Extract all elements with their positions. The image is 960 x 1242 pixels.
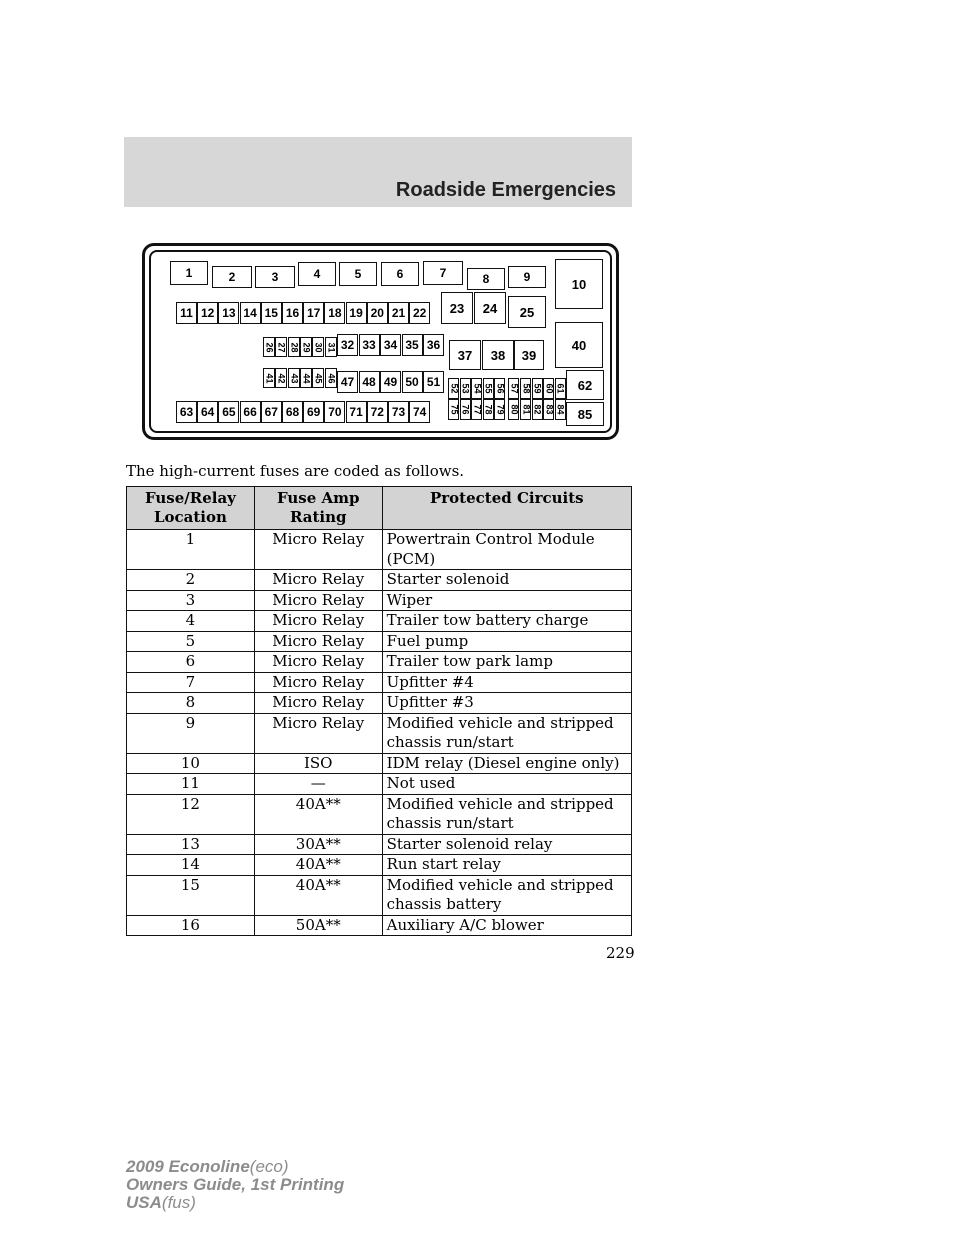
table-row	[127, 794, 632, 834]
header-circuits: Protected Circuits	[382, 487, 631, 530]
fuse-57: 57	[508, 378, 519, 399]
fuse-11: 11	[176, 302, 197, 324]
cell-circuit: Starter solenoid relay	[382, 834, 631, 855]
table-header-row	[127, 487, 632, 530]
fuse-39: 39	[514, 340, 544, 370]
table-row	[127, 774, 632, 795]
cell-location: 6	[127, 652, 255, 673]
fuse-62: 62	[566, 370, 604, 400]
cell-rating: Micro Relay	[254, 530, 382, 570]
fuse-71: 71	[346, 401, 367, 423]
fuse-77: 77	[471, 399, 482, 420]
fuse-9: 9	[508, 266, 546, 288]
cell-circuit: Not used	[382, 774, 631, 795]
table-row	[127, 672, 632, 693]
fuse-7: 7	[423, 261, 463, 285]
fuse-59: 59	[532, 378, 543, 399]
fuse-23: 23	[441, 292, 473, 324]
fuse-53: 53	[460, 378, 471, 399]
fuse-38: 38	[482, 340, 514, 370]
fuse-75: 75	[448, 399, 459, 420]
fuse-80: 80	[508, 399, 519, 420]
fuse-34: 34	[380, 334, 401, 356]
fuse-14: 14	[240, 302, 261, 324]
fuse-table	[126, 486, 632, 936]
fuse-27: 27	[275, 337, 287, 357]
fuse-70: 70	[324, 401, 345, 423]
cell-circuit: Trailer tow park lamp	[382, 652, 631, 673]
fuse-4: 4	[298, 262, 336, 286]
fuse-82: 82	[532, 399, 543, 420]
fuse-76: 76	[460, 399, 471, 420]
fuse-54: 54	[471, 378, 482, 399]
cell-circuit: Fuel pump	[382, 631, 631, 652]
fuse-16: 16	[282, 302, 303, 324]
cell-rating: 40A**	[254, 794, 382, 834]
fuse-67: 67	[261, 401, 282, 423]
fuse-18: 18	[324, 302, 345, 324]
fuse-65: 65	[218, 401, 239, 423]
cell-circuit: Auxiliary A/C blower	[382, 915, 631, 936]
header-location: Fuse/Relay Location	[127, 487, 255, 530]
fuse-35: 35	[402, 334, 423, 356]
fuse-45: 45	[312, 368, 324, 388]
fuse-79: 79	[494, 399, 505, 420]
fuse-63: 63	[176, 401, 197, 423]
cell-location: 10	[127, 753, 255, 774]
fuse-8: 8	[467, 268, 505, 290]
table-row	[127, 875, 632, 915]
cell-location: 3	[127, 590, 255, 611]
table-row	[127, 652, 632, 673]
fuse-78: 78	[483, 399, 494, 420]
page-number: 229	[606, 944, 635, 962]
fuse-68: 68	[282, 401, 303, 423]
cell-location: 15	[127, 875, 255, 915]
cell-rating: Micro Relay	[254, 693, 382, 714]
cell-location: 11	[127, 774, 255, 795]
cell-location: 2	[127, 570, 255, 591]
cell-location: 4	[127, 611, 255, 632]
fuse-20: 20	[367, 302, 388, 324]
fuse-55: 55	[483, 378, 494, 399]
fuse-24: 24	[474, 292, 506, 324]
fuse-66: 66	[240, 401, 261, 423]
cell-location: 12	[127, 794, 255, 834]
cell-rating: Micro Relay	[254, 652, 382, 673]
fuse-10: 10	[555, 259, 603, 309]
table-row	[127, 530, 632, 570]
fuse-25: 25	[508, 296, 546, 328]
cell-location: 1	[127, 530, 255, 570]
cell-circuit: Starter solenoid	[382, 570, 631, 591]
footer: 2009 Econoline(eco) Owners Guide, 1st Printing USA(fus)	[126, 1157, 345, 1212]
fuse-30: 30	[312, 337, 324, 357]
fuse-12: 12	[197, 302, 218, 324]
fuse-41: 41	[263, 368, 275, 388]
cell-location: 5	[127, 631, 255, 652]
cell-circuit: Modified vehicle and stripped chassis battery	[382, 875, 631, 915]
fuse-36: 36	[423, 334, 444, 356]
cell-location: 16	[127, 915, 255, 936]
cell-rating: Micro Relay	[254, 631, 382, 652]
fuse-5: 5	[339, 262, 377, 286]
fuse-40: 40	[555, 322, 603, 368]
cell-rating: Micro Relay	[254, 672, 382, 693]
fuse-19: 19	[346, 302, 367, 324]
cell-rating: 50A**	[254, 915, 382, 936]
fuse-69: 69	[303, 401, 324, 423]
table-row	[127, 631, 632, 652]
cell-rating: Micro Relay	[254, 590, 382, 611]
fuse-31: 31	[325, 337, 337, 357]
table-row	[127, 611, 632, 632]
header-rating: Fuse Amp Rating	[254, 487, 382, 530]
fuse-52: 52	[448, 378, 459, 399]
cell-rating: Micro Relay	[254, 713, 382, 753]
cell-rating: Micro Relay	[254, 611, 382, 632]
fuse-3: 3	[255, 266, 295, 288]
cell-circuit: IDM relay (Diesel engine only)	[382, 753, 631, 774]
fuse-33: 33	[359, 334, 380, 356]
fuse-1: 1	[170, 261, 208, 285]
fuse-46: 46	[325, 368, 337, 388]
fuse-13: 13	[218, 302, 239, 324]
cell-location: 8	[127, 693, 255, 714]
fuse-83: 83	[543, 399, 554, 420]
fuse-85: 85	[566, 402, 604, 426]
fuse-74: 74	[409, 401, 430, 423]
fuse-48: 48	[359, 371, 380, 393]
cell-circuit: Trailer tow battery charge	[382, 611, 631, 632]
table-row	[127, 753, 632, 774]
fuse-73: 73	[388, 401, 409, 423]
cell-rating: 40A**	[254, 875, 382, 915]
fuse-58: 58	[520, 378, 531, 399]
section-header	[124, 137, 632, 207]
table-row	[127, 713, 632, 753]
table-row	[127, 590, 632, 611]
intro-text: The high-current fuses are coded as follows.	[126, 462, 465, 480]
fuse-44: 44	[300, 368, 312, 388]
fuse-42: 42	[275, 368, 287, 388]
fuse-28: 28	[288, 337, 300, 357]
fuse-60: 60	[543, 378, 554, 399]
table-row	[127, 915, 632, 936]
fuse-84: 84	[555, 399, 566, 420]
table-row	[127, 570, 632, 591]
fuse-56: 56	[494, 378, 505, 399]
fuse-6: 6	[381, 262, 419, 286]
table-row	[127, 855, 632, 876]
section-title: Roadside Emergencies	[395, 179, 616, 201]
fuse-43: 43	[288, 368, 300, 388]
cell-circuit: Modified vehicle and stripped chassis run/start	[382, 794, 631, 834]
fuse-72: 72	[367, 401, 388, 423]
fuse-2: 2	[212, 266, 252, 288]
fuse-81: 81	[520, 399, 531, 420]
cell-rating: 40A**	[254, 855, 382, 876]
cell-rating: 30A**	[254, 834, 382, 855]
fuse-21: 21	[388, 302, 409, 324]
table-row	[127, 693, 632, 714]
fuse-50: 50	[402, 371, 423, 393]
fuse-61: 61	[555, 378, 566, 399]
cell-circuit: Powertrain Control Module (PCM)	[382, 530, 631, 570]
fuse-26: 26	[263, 337, 275, 357]
cell-circuit: Modified vehicle and stripped chassis run/start	[382, 713, 631, 753]
fuse-64: 64	[197, 401, 218, 423]
cell-rating: ISO	[254, 753, 382, 774]
fuse-22: 22	[409, 302, 430, 324]
cell-circuit: Wiper	[382, 590, 631, 611]
cell-location: 7	[127, 672, 255, 693]
fuse-32: 32	[337, 334, 358, 356]
fuse-17: 17	[303, 302, 324, 324]
cell-location: 14	[127, 855, 255, 876]
cell-circuit: Upfitter #4	[382, 672, 631, 693]
fuse-15: 15	[261, 302, 282, 324]
fuse-49: 49	[380, 371, 401, 393]
cell-circuit: Upfitter #3	[382, 693, 631, 714]
fuse-29: 29	[300, 337, 312, 357]
cell-rating: —	[254, 774, 382, 795]
fuse-51: 51	[423, 371, 444, 393]
cell-location: 13	[127, 834, 255, 855]
cell-location: 9	[127, 713, 255, 753]
table-row	[127, 834, 632, 855]
cell-rating: Micro Relay	[254, 570, 382, 591]
cell-circuit: Run start relay	[382, 855, 631, 876]
fuse-37: 37	[449, 340, 481, 370]
fuse-47: 47	[337, 371, 358, 393]
